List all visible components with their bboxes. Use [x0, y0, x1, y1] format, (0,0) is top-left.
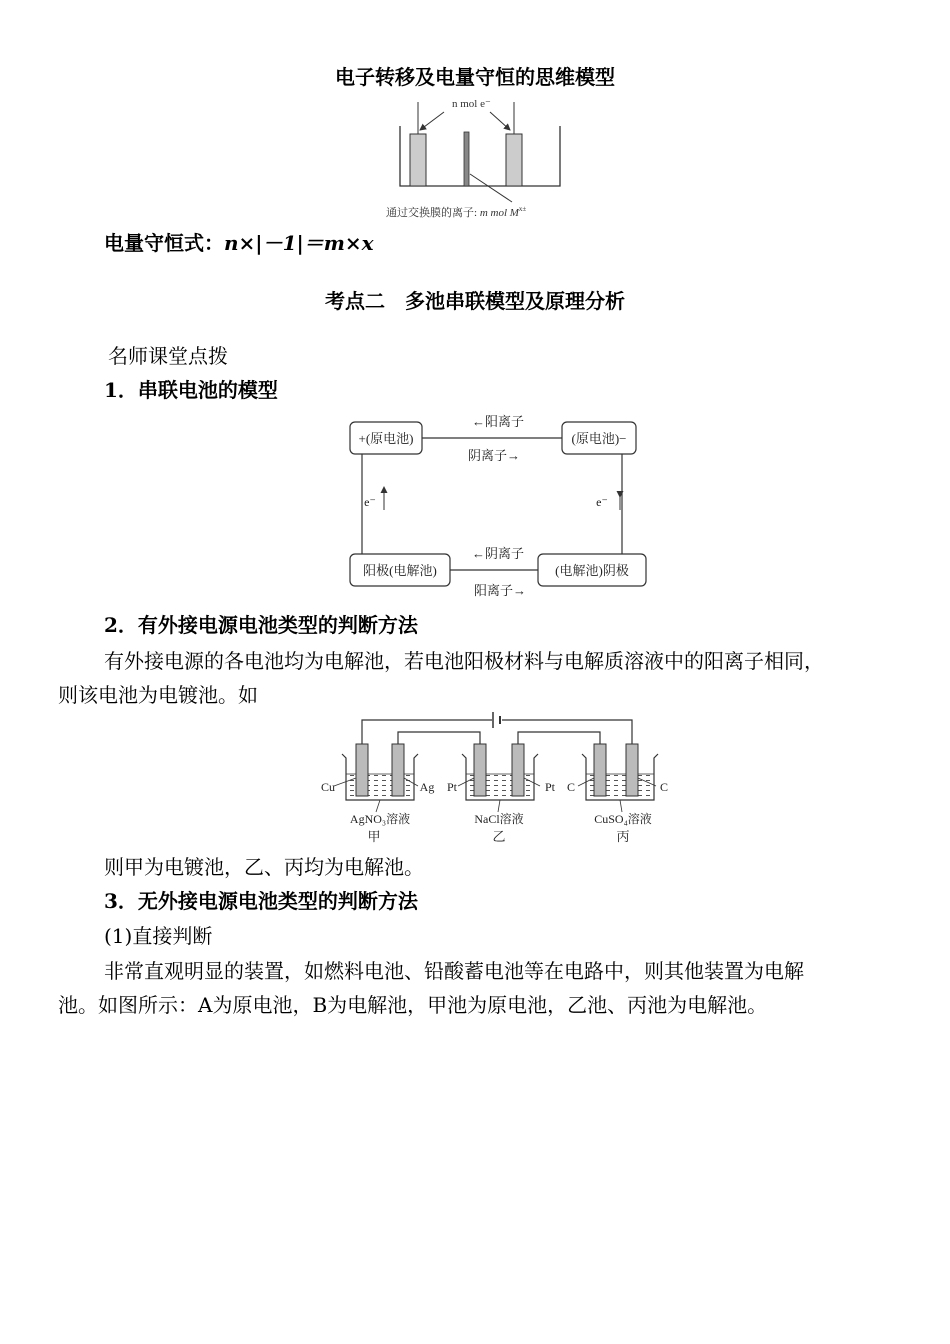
section-heading: 考点二 多池串联模型及原理分析 [325, 289, 625, 313]
right-electrode [506, 134, 522, 186]
cell-yi-right-electrode: Pt [544, 780, 556, 794]
box-top-left-label: +(原电池) [358, 431, 414, 446]
item3-paragraph-line2: 池。如图所示：A为原电池，B为电解池，甲池为原电池，乙池、丙池为电解池。 [58, 993, 768, 1017]
svg-text:通过交换膜的离子: m mol Mx± [386, 205, 526, 219]
cell-bing [567, 744, 668, 844]
left-electrode [410, 134, 426, 186]
cell-yi-name: 乙 [492, 829, 506, 844]
cell-jia-right-electrode: Ag [419, 780, 435, 794]
top-lower-label: 阴离子→ [467, 448, 521, 463]
formula-label: 电量守恒式： [104, 231, 224, 255]
item3-subheading: (1)直接判断 [104, 924, 213, 948]
item3-paragraph-line1: 非常直观明显的装置，如燃料电池、铅酸蓄电池等在电路中，则其他装置为电解 [104, 959, 804, 983]
exchange-membrane-figure [380, 94, 580, 222]
ion-label-prefix: 通过交换膜的离子: [386, 207, 480, 219]
electron-label: n mol e⁻ [452, 98, 491, 110]
cell-yi-left-electrode: Pt [446, 780, 458, 794]
cell-jia [321, 744, 434, 844]
cell-bing-solution: CuSO₄溶液 [594, 812, 652, 826]
left-electron-label: e⁻ [364, 495, 376, 509]
cell-yi-solution: NaCl溶液 [474, 812, 524, 826]
exchange-membrane [464, 132, 469, 186]
item3-title: 3．无外接电源电池类型的判断方法 [104, 889, 418, 913]
cell-bing-name: 丙 [616, 829, 630, 844]
item1-title: 1．串联电池的模型 [104, 378, 278, 402]
ion-charge: x± [518, 205, 527, 213]
ion-label-math: m mol M [479, 207, 519, 219]
cell-bing-left-electrode: C [566, 780, 576, 794]
right-electron-label: e⁻ [596, 495, 608, 509]
series-cell-diagram [340, 412, 652, 602]
item2-conclusion: 则甲为电镀池，乙、丙均为电解池。 [104, 855, 424, 879]
subheading: 名师课堂点拨 [108, 344, 228, 368]
section-title: 电子转移及电量守恒的思维模型 [335, 65, 615, 89]
cell-jia-solution: AgNO₃溶液 [349, 812, 411, 826]
item2-paragraph-line2: 则该电池为电镀池。如 [58, 683, 258, 707]
item2-paragraph-line1: 有外接电源的各电池均为电解池，若电池阳极材料与电解质溶液中的阳离子相同， [104, 649, 824, 673]
bottom-lower-label: 阳离子→ [473, 583, 527, 598]
cell-bing-right-electrode: C [659, 780, 669, 794]
three-cell-apparatus [310, 708, 682, 850]
box-bottom-right-label: (电解池)阴极 [555, 563, 629, 578]
charge-conservation-formula [104, 230, 374, 256]
bottom-upper-label: ←阴离子 [471, 546, 525, 561]
box-bottom-left-label: 阳极(电解池) [363, 563, 437, 578]
top-upper-label: ←阳离子 [471, 414, 525, 429]
cell-yi [447, 744, 556, 844]
item2-title: 2．有外接电源电池类型的判断方法 [104, 613, 418, 637]
cell-jia-name: 甲 [367, 829, 381, 844]
cell-jia-left-electrode: Cu [320, 780, 336, 794]
formula-expression: n×|－1|＝m×x [224, 231, 374, 255]
box-top-right-label: (原电池)− [571, 431, 627, 446]
